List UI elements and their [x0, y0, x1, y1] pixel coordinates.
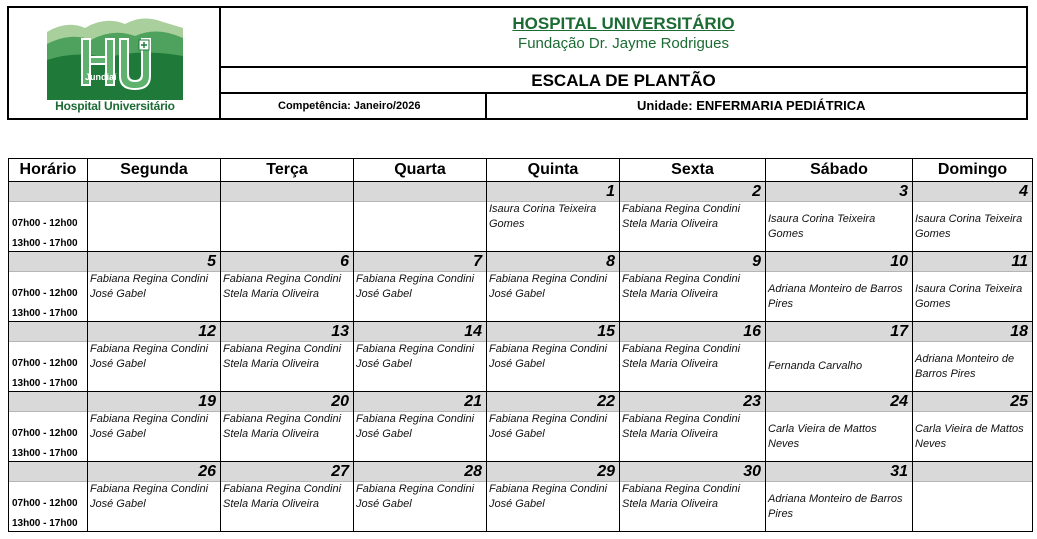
day-cell-domingo [913, 252, 1033, 322]
shift-afternoon: 13h00 - 17h00 [12, 238, 78, 249]
staff-name: Stela Maria Oliveira [223, 428, 319, 440]
day-number: 31 [766, 462, 912, 482]
day-number: 8 [487, 252, 619, 272]
staff-list [620, 342, 765, 391]
staff-name: José Gabel [489, 358, 545, 370]
day-number: 9 [620, 252, 765, 272]
day-number [88, 182, 220, 202]
day-cell-sexta [620, 252, 766, 322]
day-number: 28 [354, 462, 486, 482]
staff-name: Stela Maria Oliveira [223, 358, 319, 370]
day-cell-sabado [766, 182, 913, 252]
staff-list [88, 272, 220, 321]
week-row [9, 462, 1033, 532]
staff-name: Fabiana Regina Condini [489, 483, 608, 495]
day-cell-quarta [354, 322, 487, 392]
staff-list [913, 482, 1032, 531]
staff-list [487, 412, 619, 461]
col-header-horario: Horário [9, 159, 88, 182]
col-header-segunda: Segunda [88, 159, 221, 182]
staff-name: José Gabel [489, 498, 545, 510]
title-box [221, 8, 1026, 68]
staff-name: Isaura Corina Teixeira [915, 212, 1023, 225]
time-bar [9, 392, 87, 412]
shift-time-cell [9, 462, 88, 532]
schedule-header [7, 6, 1028, 120]
day-number: 26 [88, 462, 220, 482]
day-number: 1 [487, 182, 619, 202]
day-number: 23 [620, 392, 765, 412]
staff-name: Fabiana Regina Condini [90, 413, 209, 425]
staff-name: Stela Maria Oliveira [622, 428, 718, 440]
staff-list [88, 482, 220, 531]
day-number: 30 [620, 462, 765, 482]
staff-name: Isaura Corina Teixeira [489, 203, 597, 215]
staff-name: Gomes [768, 227, 804, 240]
staff-name: Fabiana Regina Condini [223, 413, 342, 425]
week-row [9, 392, 1033, 462]
staff-list [88, 342, 220, 391]
day-number: 22 [487, 392, 619, 412]
schedule-table [8, 158, 1033, 532]
staff-list [620, 412, 765, 461]
staff-name: Neves [915, 437, 947, 450]
day-number: 14 [354, 322, 486, 342]
day-number: 27 [221, 462, 353, 482]
staff-name: José Gabel [356, 428, 412, 440]
staff-list [487, 342, 619, 391]
staff-name: Fabiana Regina Condini [90, 483, 209, 495]
staff-name: Fabiana Regina Condini [90, 343, 209, 355]
staff-name: Fabiana Regina Condini [489, 273, 608, 285]
day-cell-sexta [620, 462, 766, 532]
staff-name: José Gabel [356, 288, 412, 300]
staff-name: Neves [768, 437, 800, 450]
time-bar [9, 322, 87, 342]
staff-list [354, 342, 486, 391]
staff-name: Stela Maria Oliveira [622, 358, 718, 370]
staff-name: Fabiana Regina Condini [356, 343, 475, 355]
staff-list [766, 272, 912, 321]
staff-name: Adriana Monteiro de [915, 352, 1015, 365]
day-cell-sexta [620, 182, 766, 252]
col-header-domingo: Domingo [913, 159, 1033, 182]
foundation-name: Fundação Dr. Jayme Rodrigues [518, 35, 729, 52]
col-header-quinta: Quinta [487, 159, 620, 182]
day-number: 3 [766, 182, 912, 202]
staff-name: Fabiana Regina Condini [489, 413, 608, 425]
shift-afternoon: 13h00 - 17h00 [12, 518, 78, 529]
staff-name: Fabiana Regina Condini [223, 483, 342, 495]
staff-list [354, 412, 486, 461]
shift-morning: 07h00 - 12h00 [12, 288, 78, 299]
time-bar [9, 462, 87, 482]
staff-name: Fabiana Regina Condini [223, 273, 342, 285]
staff-name: José Gabel [90, 358, 146, 370]
day-cell-segunda [88, 462, 221, 532]
staff-list [354, 482, 486, 531]
day-number: 11 [913, 252, 1032, 272]
col-header-sabado: Sábado [766, 159, 913, 182]
logo-caption: Hospital Universitário [55, 99, 175, 113]
staff-list [354, 202, 486, 251]
staff-name: Stela Maria Oliveira [223, 498, 319, 510]
day-cell-segunda [88, 182, 221, 252]
staff-list [88, 412, 220, 461]
staff-name: Fabiana Regina Condini [622, 483, 741, 495]
day-cell-terca [221, 252, 354, 322]
staff-list [620, 482, 765, 531]
day-number: 10 [766, 252, 912, 272]
staff-name: Pires [768, 507, 794, 520]
staff-name: Fabiana Regina Condini [356, 273, 475, 285]
hospital-title: HOSPITAL UNIVERSITÁRIO [512, 14, 735, 33]
day-cell-quarta [354, 462, 487, 532]
staff-name: Carla Vieira de Mattos [915, 422, 1024, 435]
staff-list [487, 202, 619, 251]
staff-list [766, 202, 912, 251]
day-cell-quinta [487, 392, 620, 462]
schedule-title: ESCALA DE PLANTÃO [221, 68, 1026, 94]
header-row [9, 159, 1033, 182]
day-number: 12 [88, 322, 220, 342]
day-cell-terca [221, 392, 354, 462]
day-cell-sabado [766, 462, 913, 532]
staff-name: Stela Maria Oliveira [622, 218, 718, 230]
day-cell-quinta [487, 252, 620, 322]
staff-name: Gomes [915, 297, 951, 310]
staff-name: Carla Vieira de Mattos [768, 422, 877, 435]
day-number: 17 [766, 322, 912, 342]
day-cell-quinta [487, 322, 620, 392]
shift-afternoon: 13h00 - 17h00 [12, 378, 78, 389]
staff-list [766, 342, 912, 391]
day-cell-terca [221, 322, 354, 392]
staff-name: Adriana Monteiro de Barros [768, 282, 903, 295]
day-number: 15 [487, 322, 619, 342]
day-cell-quarta [354, 252, 487, 322]
day-number: 5 [88, 252, 220, 272]
col-header-quarta: Quarta [354, 159, 487, 182]
staff-list [913, 342, 1032, 391]
day-cell-domingo [913, 392, 1033, 462]
staff-name: Stela Maria Oliveira [223, 288, 319, 300]
staff-list [221, 272, 353, 321]
day-cell-terca [221, 462, 354, 532]
day-cell-terca [221, 182, 354, 252]
staff-list [88, 202, 220, 251]
week-row [9, 322, 1033, 392]
staff-name: José Gabel [489, 288, 545, 300]
day-cell-segunda [88, 252, 221, 322]
staff-name: Stela Maria Oliveira [622, 288, 718, 300]
competence-label: Competência: Janeiro/2026 [221, 94, 487, 118]
staff-name: Adriana Monteiro de Barros [768, 492, 903, 505]
day-number: 7 [354, 252, 486, 272]
shift-morning: 07h00 - 12h00 [12, 358, 78, 369]
day-cell-quinta [487, 182, 620, 252]
day-cell-sexta [620, 392, 766, 462]
staff-name: Barros Pires [915, 367, 976, 380]
shift-time-cell [9, 392, 88, 462]
schedule-body [9, 182, 1033, 532]
staff-name: Isaura Corina Teixeira [768, 212, 876, 225]
day-cell-quarta [354, 392, 487, 462]
time-bar [9, 252, 87, 272]
hospital-logo [9, 8, 221, 118]
staff-list [221, 482, 353, 531]
shift-morning: 07h00 - 12h00 [12, 498, 78, 509]
day-cell-domingo [913, 462, 1033, 532]
staff-name: Fabiana Regina Condini [622, 343, 741, 355]
staff-name: Fabiana Regina Condini [489, 343, 608, 355]
hu-logo-icon [47, 14, 183, 100]
day-cell-domingo [913, 322, 1033, 392]
staff-name: Stela Maria Oliveira [622, 498, 718, 510]
day-number [354, 182, 486, 202]
staff-list [913, 272, 1032, 321]
day-number: 16 [620, 322, 765, 342]
staff-name: Fabiana Regina Condini [622, 203, 741, 215]
staff-list [913, 202, 1032, 251]
staff-name: Pires [768, 297, 794, 310]
staff-list [221, 342, 353, 391]
staff-name: Gomes [915, 227, 951, 240]
day-number: 13 [221, 322, 353, 342]
day-number [913, 462, 1032, 482]
staff-name: José Gabel [90, 288, 146, 300]
day-number: 2 [620, 182, 765, 202]
unit-label: Unidade: ENFERMARIA PEDIÁTRICA [637, 98, 866, 113]
week-row [9, 182, 1033, 252]
day-number: 20 [221, 392, 353, 412]
day-cell-segunda [88, 392, 221, 462]
day-cell-quarta [354, 182, 487, 252]
staff-list [354, 272, 486, 321]
day-cell-sabado [766, 322, 913, 392]
staff-list [620, 202, 765, 251]
staff-list [221, 202, 353, 251]
day-cell-domingo [913, 182, 1033, 252]
shift-afternoon: 13h00 - 17h00 [12, 308, 78, 319]
staff-name: Fabiana Regina Condini [622, 413, 741, 425]
day-number: 4 [913, 182, 1032, 202]
col-header-sexta: Sexta [620, 159, 766, 182]
logo-city-text: Jundiaí [85, 72, 117, 82]
day-number: 21 [354, 392, 486, 412]
day-number: 19 [88, 392, 220, 412]
staff-name: José Gabel [90, 428, 146, 440]
shift-afternoon: 13h00 - 17h00 [12, 448, 78, 459]
staff-list [766, 482, 912, 531]
staff-name: Fabiana Regina Condini [356, 483, 475, 495]
day-cell-quinta [487, 462, 620, 532]
day-cell-sabado [766, 392, 913, 462]
staff-list [913, 412, 1032, 461]
shift-time-cell [9, 322, 88, 392]
day-number [221, 182, 353, 202]
staff-name: José Gabel [489, 428, 545, 440]
staff-name: Gomes [489, 218, 525, 230]
shift-morning: 07h00 - 12h00 [12, 428, 78, 439]
staff-list [487, 482, 619, 531]
day-number: 6 [221, 252, 353, 272]
col-header-terca: Terça [221, 159, 354, 182]
staff-list [487, 272, 619, 321]
time-bar [9, 182, 87, 202]
staff-name: Isaura Corina Teixeira [915, 282, 1023, 295]
staff-list [766, 412, 912, 461]
staff-name: Fernanda Carvalho [768, 360, 863, 372]
day-cell-sexta [620, 322, 766, 392]
day-number: 29 [487, 462, 619, 482]
shift-morning: 07h00 - 12h00 [12, 218, 78, 229]
staff-name: Fabiana Regina Condini [356, 413, 475, 425]
staff-name: José Gabel [90, 498, 146, 510]
staff-name: Fabiana Regina Condini [622, 273, 741, 285]
day-number: 24 [766, 392, 912, 412]
staff-name: Fabiana Regina Condini [223, 343, 342, 355]
staff-list [221, 412, 353, 461]
day-number: 18 [913, 322, 1032, 342]
week-row [9, 252, 1033, 322]
shift-time-cell [9, 252, 88, 322]
day-number: 25 [913, 392, 1032, 412]
day-cell-segunda [88, 322, 221, 392]
day-cell-sabado [766, 252, 913, 322]
staff-name: José Gabel [356, 358, 412, 370]
shift-time-cell [9, 182, 88, 252]
staff-name: Fabiana Regina Condini [90, 273, 209, 285]
staff-list [620, 272, 765, 321]
staff-name: José Gabel [356, 498, 412, 510]
